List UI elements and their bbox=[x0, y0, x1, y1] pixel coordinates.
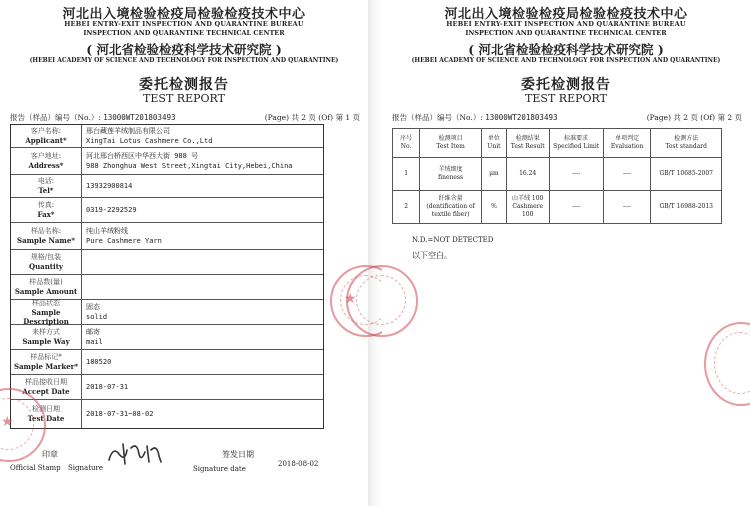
sign-date-label-en: Signature date bbox=[193, 465, 246, 473]
header-academy-en: (HEBEI ACADEMY OF SCIENCE AND TECHNOLOGY FOR INSPECTION AND QUARANTINE) bbox=[411, 57, 721, 64]
report-number-line bbox=[392, 112, 742, 123]
field-label-cn: 客户地址: bbox=[30, 152, 62, 160]
field-label-en: Quantity bbox=[28, 262, 63, 271]
field-label-en: Fax* bbox=[37, 210, 55, 219]
signature-label: Signature bbox=[68, 464, 104, 472]
field-label-en: Sample Marker* bbox=[13, 362, 79, 371]
official-stamp-edge bbox=[346, 265, 418, 337]
column-header bbox=[549, 129, 603, 158]
field-label-en: Applicant* bbox=[25, 136, 67, 145]
field-label-cn: 规格/包装 bbox=[30, 253, 62, 261]
field-value-line-2: 988 Zhonghua West Street,Xingtai City,Hebei,China bbox=[86, 162, 293, 170]
header-org-en: HEBEI ENTRY-EXIT INSPECTION AND QUARANTINE BUREAU bbox=[64, 20, 304, 28]
column-header-cn: 检测结果 bbox=[515, 135, 540, 142]
field-label-cn: 样品接收日期 bbox=[25, 378, 67, 386]
field-value-line-1: 邮寄 bbox=[86, 328, 100, 336]
form-field-value bbox=[82, 148, 323, 174]
field-label-cn: 样品状态 bbox=[32, 298, 60, 307]
form-field-label bbox=[11, 250, 82, 274]
cell-result bbox=[506, 191, 549, 224]
form-row bbox=[11, 325, 323, 350]
field-value-line-1: 纯山羊绒粉线 bbox=[86, 227, 128, 235]
seal-label-en: Official Stamp bbox=[10, 464, 61, 472]
header-academy-en: (HEBEI ACADEMY OF SCIENCE AND TECHNOLOGY FOR INSPECTION AND QUARANTINE) bbox=[29, 57, 339, 64]
column-header bbox=[482, 129, 507, 158]
column-header-cn: 单项判定 bbox=[615, 135, 640, 142]
column-header-en: Test Result bbox=[510, 143, 545, 150]
star-icon: ★ bbox=[344, 291, 357, 307]
header-academy-cn: ( 河北省检验检疫科学技术研究院 ) bbox=[86, 42, 282, 57]
column-header-cn: 检测项目 bbox=[438, 135, 463, 142]
form-field-value bbox=[82, 375, 323, 399]
item-en: fineness bbox=[438, 174, 464, 181]
column-header-cn: 序号 bbox=[400, 135, 413, 142]
table-row bbox=[393, 158, 722, 191]
table-row bbox=[393, 191, 722, 224]
column-header-en: Evaluation bbox=[610, 143, 644, 150]
cell-evaluation: ---- bbox=[603, 158, 651, 191]
field-label-en: Address* bbox=[28, 161, 64, 170]
form-field-value bbox=[82, 198, 323, 222]
form-field-label bbox=[11, 325, 82, 349]
field-value-line-1: 河北邢台桥西区中华西大街 988 号 bbox=[86, 152, 199, 160]
field-value-line-1: 180520 bbox=[86, 358, 112, 366]
page-indicator: (Page) 共 2 页 (Of) 第 2 页 bbox=[646, 113, 742, 122]
result-line-1: 16.24 bbox=[519, 170, 537, 177]
report-title-cn: 委托检测报告 bbox=[139, 77, 229, 93]
star-icon: ★ bbox=[1, 414, 14, 430]
page-indicator: (Page) 共 2 页 (Of) 第 1 页 bbox=[264, 113, 360, 122]
field-label-cn: 检测日期 bbox=[32, 405, 60, 413]
note-nd: N.D.=NOT DETECTED bbox=[412, 236, 494, 244]
field-value-line-1: 0319-2292529 bbox=[86, 206, 137, 214]
result-line-1: 山羊绒 100 bbox=[512, 195, 544, 202]
form-row bbox=[11, 148, 323, 175]
report-page-1 bbox=[0, 0, 368, 506]
column-header-en: No. bbox=[400, 143, 412, 150]
cell-unit: % bbox=[482, 191, 507, 224]
header-org-cn: 河北出入境检验检疫局检验检疫技术中心 bbox=[444, 7, 688, 22]
sign-date-value: 2018-08-02 bbox=[278, 460, 319, 468]
seal-label: 印章 bbox=[42, 450, 58, 459]
cell-no: 2 bbox=[393, 191, 420, 224]
form-row bbox=[11, 250, 323, 275]
header-org-en: HEBEI ENTRY-EXIT INSPECTION AND QUARANTINE BUREAU bbox=[446, 20, 686, 28]
column-header-en: Specified Limit bbox=[553, 143, 600, 150]
column-header-cn: 检测方法 bbox=[674, 135, 699, 142]
form-field-label bbox=[11, 148, 82, 174]
form-row bbox=[11, 125, 323, 148]
header-center-en: INSPECTION AND QUARANTINE TECHNICAL CENTER bbox=[83, 29, 285, 37]
cell-item bbox=[420, 191, 482, 224]
header-academy-cn: ( 河北省检验检疫科学技术研究院 ) bbox=[468, 42, 664, 57]
cell-evaluation: ---- bbox=[603, 191, 651, 224]
cell-limit: ---- bbox=[549, 158, 603, 191]
field-label-en: Accept Date bbox=[22, 387, 70, 396]
form-field-value bbox=[82, 275, 323, 299]
field-value-line-1: 固态 bbox=[86, 303, 100, 311]
column-header bbox=[603, 129, 651, 158]
handwritten-signature bbox=[105, 440, 165, 468]
field-label-en: Sample Way bbox=[22, 337, 70, 346]
report-page-2 bbox=[382, 0, 750, 506]
form-row bbox=[11, 350, 323, 375]
column-header-en: Unit bbox=[487, 143, 501, 150]
cell-item bbox=[420, 158, 482, 191]
report-number-label: 报告（样品）编号（No.）: bbox=[392, 113, 483, 122]
field-label-cn: 样品数(量) bbox=[29, 278, 63, 286]
header-center-en: INSPECTION AND QUARANTINE TECHNICAL CENTER bbox=[465, 29, 667, 37]
report-number: 13000WT201803493 bbox=[485, 113, 558, 122]
cell-unit: μm bbox=[482, 158, 507, 191]
cell-no: 1 bbox=[393, 158, 420, 191]
report-title-en: TEST REPORT bbox=[143, 92, 225, 105]
field-label-en: Sample Description bbox=[23, 307, 69, 326]
field-value-line-2: mail bbox=[86, 338, 103, 346]
field-value-line-1: 13932900814 bbox=[86, 182, 133, 190]
field-label-cn: 传真: bbox=[37, 201, 55, 209]
item-cn: 纤维含量 bbox=[438, 195, 463, 202]
page-gutter bbox=[368, 0, 382, 506]
form-field-label bbox=[11, 198, 82, 222]
field-label-en: Sample Name* bbox=[17, 236, 75, 245]
results-header-row bbox=[393, 129, 722, 158]
column-header-en: Test Item bbox=[436, 143, 465, 150]
report-number: 13000WT201803493 bbox=[103, 113, 176, 122]
form-field-label bbox=[11, 223, 82, 249]
form-row bbox=[11, 175, 323, 198]
field-value-line-1: 2018-07-31~08-02 bbox=[86, 410, 154, 418]
report-number-label: 报告（样品）编号（No.）: bbox=[10, 113, 101, 122]
report-number-line bbox=[10, 112, 360, 123]
form-field-label bbox=[11, 275, 82, 299]
result-line-2: Cashmere 100 bbox=[512, 203, 544, 218]
sign-date-label-cn: 签发日期 bbox=[222, 450, 254, 459]
form-row bbox=[11, 275, 323, 300]
form-field-label bbox=[11, 175, 82, 197]
form-row bbox=[11, 223, 323, 250]
official-stamp-edge-right bbox=[704, 322, 750, 406]
note-blank-below: 以下空白。 bbox=[412, 251, 452, 260]
field-label-en: Tel* bbox=[38, 186, 54, 195]
form-field-value bbox=[82, 325, 323, 349]
column-header-cn: 标准要求 bbox=[564, 135, 589, 142]
form-field-value bbox=[82, 350, 323, 374]
form-field-value bbox=[82, 250, 323, 274]
header-org-cn: 河北出入境检验检疫局检验检疫技术中心 bbox=[62, 7, 306, 22]
form-field-value bbox=[82, 400, 323, 428]
cell-limit: ---- bbox=[549, 191, 603, 224]
field-value-line-2: solid bbox=[86, 313, 108, 321]
form-field-value bbox=[82, 223, 323, 249]
item-cn: 羊绒细度 bbox=[438, 166, 463, 173]
field-value-line-2: XingTai Lotus Cashmere Co.,Ltd bbox=[86, 137, 213, 145]
report-title-cn: 委托检测报告 bbox=[521, 77, 611, 93]
column-header-en: Test standard bbox=[665, 143, 707, 150]
field-label-cn: 来样方式 bbox=[32, 328, 60, 336]
form-row bbox=[11, 375, 323, 400]
field-label-cn: 客户名称: bbox=[30, 127, 62, 135]
form-field-value bbox=[82, 300, 323, 324]
column-header-cn: 单位 bbox=[487, 135, 500, 142]
form-field-value bbox=[82, 125, 323, 147]
cell-method: GB/T 10685-2007 bbox=[651, 158, 722, 191]
form-row bbox=[11, 300, 323, 325]
field-label-cn: 样品标记* bbox=[30, 353, 62, 361]
form-row bbox=[11, 198, 323, 223]
field-label-en: Test Date bbox=[27, 414, 65, 423]
field-value-line-1: 邢台藏莲羊绒制品有限公司 bbox=[86, 127, 170, 135]
field-value-line-2: Pure Cashmere Yarn bbox=[86, 237, 162, 245]
applicant-form-table bbox=[10, 124, 324, 429]
column-header bbox=[420, 129, 482, 158]
cell-result bbox=[506, 158, 549, 191]
form-field-label bbox=[11, 300, 82, 324]
report-title-en: TEST REPORT bbox=[525, 92, 607, 105]
form-row bbox=[11, 400, 323, 428]
field-label-cn: 电话: bbox=[37, 177, 55, 185]
field-label-cn: 样品名称: bbox=[30, 227, 62, 235]
field-value-line-1: 2018-07-31 bbox=[86, 383, 129, 391]
form-field-label bbox=[11, 350, 82, 374]
column-header bbox=[506, 129, 549, 158]
cell-method: GB/T 16988-2013 bbox=[651, 191, 722, 224]
field-label-en: Sample Amount bbox=[14, 287, 78, 296]
column-header bbox=[393, 129, 420, 158]
test-results-table bbox=[392, 128, 722, 224]
column-header bbox=[651, 129, 722, 158]
item-en: (dentification of textile fiber) bbox=[426, 203, 475, 218]
form-field-label bbox=[11, 125, 82, 147]
form-field-value bbox=[82, 175, 323, 197]
